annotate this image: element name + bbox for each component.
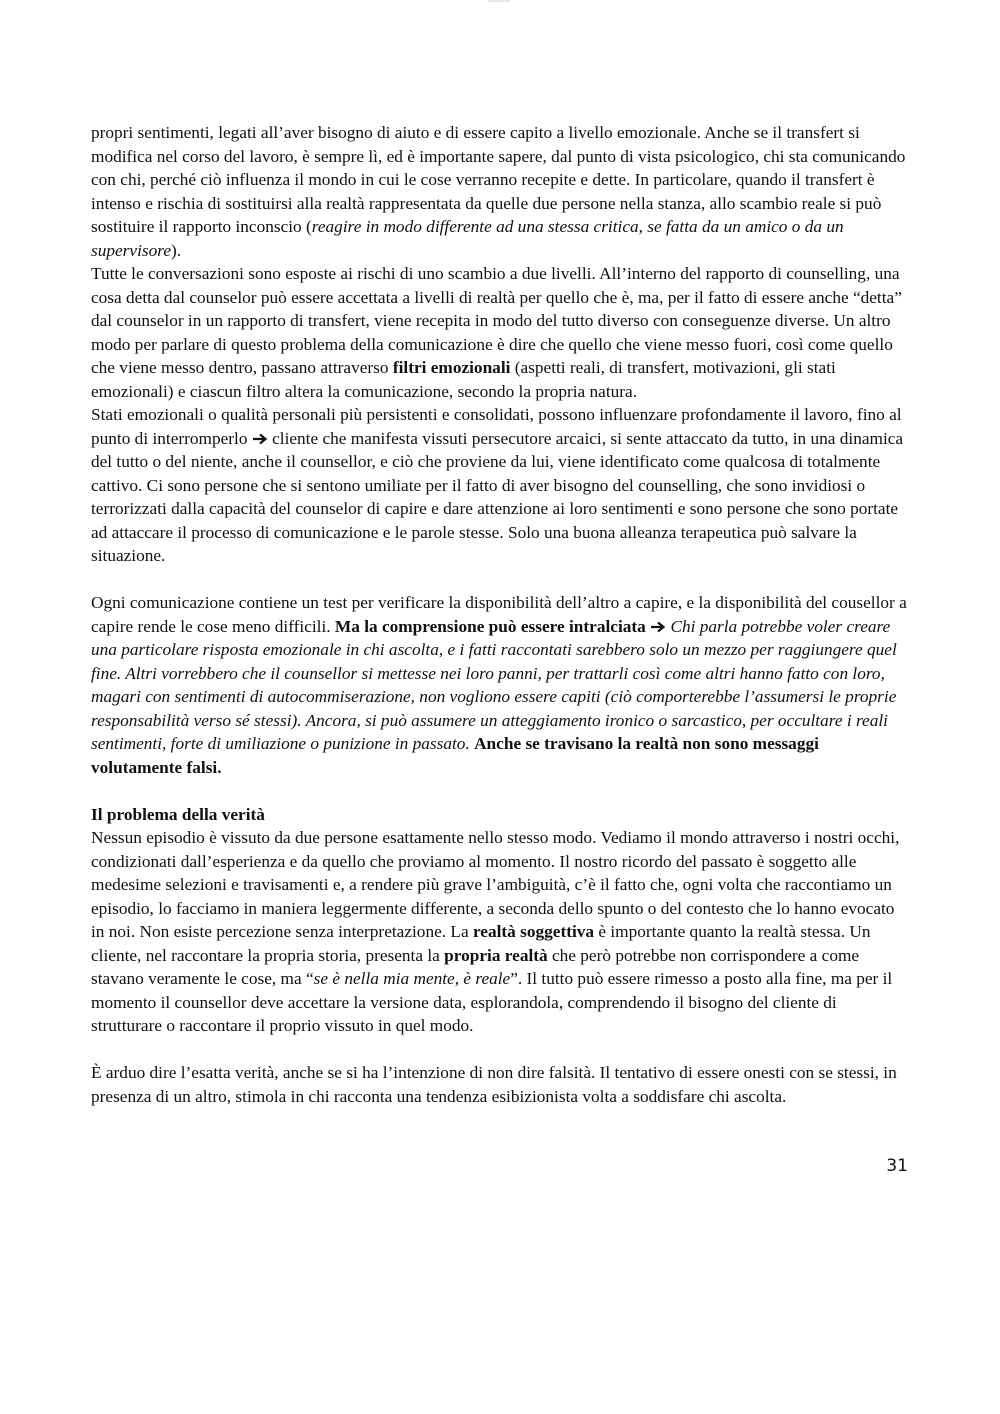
text-run: propri sentimenti, legati all’aver bisogno di aiuto e di essere capito a livello emozionale. Anche se il transfert si modifica nel corso del lavoro, è sempre lì, ed è importante sapere, dal punto di vista psicologico, chi sta comunicando con chi, perché ciò influenza il mondo in cui le cose verranno recepite e dette. In particolare, quando il transfert è intenso e rischia di sostituirsi alla realtà rappresentata da quelle due persone nella stanza, allo scambio reale si può sostituire il rapporto inconscio ( xyxy=(91,123,906,236)
text-run: cliente che manifesta vissuti persecutore arcaici, si sente attaccato da tutto, in una dinamica del tutto o del niente, anche il counsellor, e ciò che proviene da lui, viene identificato come qualcosa di totalmente cattivo. Ci sono persone che si sentono umiliate per il fatto di aver bisogno del counselling, che sono invidiosi o terrorizzati dalla capacità del counselor di capire e dare attenzione ai loro sentimenti e sono persone che sono portate ad attaccare il processo di comunicazione e le parole stesse. Solo una buona alleanza terapeutica può salvare la situazione. xyxy=(91,428,904,565)
header-mark xyxy=(488,0,510,2)
text-run: (aspetti reali, di transfert, motivazioni, gli stati emozionali) e ciascun filtro altera la comunicazione, secondo la propria natura. xyxy=(91,358,836,401)
text-run: ). xyxy=(171,240,182,260)
italic-run: Chi parla potrebbe voler creare una particolare risposta emozionale in chi ascolta, e i fatti raccontati sarebbero solo un mezzo per raggiungere quel fine. Altri vorrebbero che il counsellor si mettesse nei loro panni, per trattarli così come altri hanno fatto con loro, magari con sentimenti di autocommiserazione, non vogliono essere capiti (ciò comporterebbe l’assumersi le proprie responsabilità verso sé stessi). Ancora, si può assumere un atteggiamento ironico o sarcastico, per occultare i reali sentimenti, forte di umiliazione o punizione in passato. xyxy=(91,616,897,753)
bold-run: realtà soggettiva xyxy=(472,922,595,941)
paragraph-spacer xyxy=(91,779,911,803)
text-run: Stati emozionali o qualità personali più persistenti e consolidati, possono influenzare profondamente il lavoro, fino al punto di interromperlo xyxy=(91,405,902,448)
text-run: È arduo dire l’esatta verità, anche se si ha l’intenzione di non dire falsità. Il tentativo di essere onesti con se stessi, in presenza di un altro, stimola in chi racconta una tendenza esibizionista volta a soddisfare chi ascolta. xyxy=(91,1063,897,1106)
paragraph-stati-emozionali xyxy=(91,403,911,568)
bold-run: Ma la comprensione può essere intralciata xyxy=(334,616,646,636)
bold-run: Anche se travisano la realtà non sono messaggi volutamente falsi. xyxy=(91,734,819,777)
italic-run: se è nella mia mente, è reale xyxy=(313,969,511,988)
paragraph-spacer xyxy=(91,1038,911,1062)
bold-run: filtri emozionali xyxy=(392,358,511,377)
italic-run: reagire in modo differente ad una stessa critica, se fatta da un amico o da un supervisore xyxy=(91,217,844,260)
body-text xyxy=(91,121,911,1108)
bold-run: propria realtà xyxy=(444,945,548,965)
text-run: Ogni comunicazione contiene un test per verificare la disponibilità dell’altro a capire, e la disponibilità del cousellor a capire rende le cose meno difficili. xyxy=(91,593,907,636)
text-run: Nessun episodio è vissuto da due persone esattamente nello stesso modo. Vediamo il mondo attraverso i nostri occhi, condizionati dall’esperienza e da quello che proviamo al momento. Il nostro ricordo del passato è soggetto alle medesime selezioni e travisamenti e, a rendere più grave l’ambiguità, c’è il fatto che, ogni volta che raccontiamo un episodio, lo facciamo in maniera leggermente differente, a seconda dello spunto o del contesto che lo hanno evocato in noi. Non esiste percezione senza interpretazione. La xyxy=(91,828,900,941)
paragraph-verita xyxy=(91,826,911,1038)
paragraph-conversazioni xyxy=(91,262,911,403)
paragraph-transfert xyxy=(91,121,911,262)
paragraph-esatta-verita xyxy=(91,1061,911,1108)
text-run: è importante quanto la realtà stessa. Un cliente, nel raccontare la propria storia, presenta la xyxy=(91,922,871,965)
text-run: che però potrebbe non corrispondere a come stavano veramente le cose, ma “ xyxy=(91,945,860,988)
arrow-right-icon xyxy=(650,621,666,633)
arrow-right-icon xyxy=(252,433,268,445)
section-heading: Il problema della verità xyxy=(91,804,265,824)
text-run: Tutte le conversazioni sono esposte ai rischi di uno scambio a due livelli. All’interno del rapporto di counselling, una cosa detta dal counselor può essere accettata a livelli di realtà per quello che è, ma, per il fatto di essere anche “detta” dal counselor in un rapporto di transfert, viene recepita in modo del tutto diverso con conseguenze diverse. Un altro modo per parlare di questo problema della comunicazione è dire che quello che viene messo fuori, così come quello che viene messo dentro, passano attraverso xyxy=(91,264,902,377)
page-number: 31 xyxy=(886,1156,908,1176)
paragraph-spacer xyxy=(91,568,911,592)
paragraph-comunicazione xyxy=(91,591,911,779)
text-run: ”. Il tutto può essere rimesso a posto alla fine, ma per il momento il counsellor deve accettare la versione data, esplorandola, comprendendo il bisogno del cliente di strutturare o raccontare il proprio vissuto in quel modo. xyxy=(91,969,893,1035)
